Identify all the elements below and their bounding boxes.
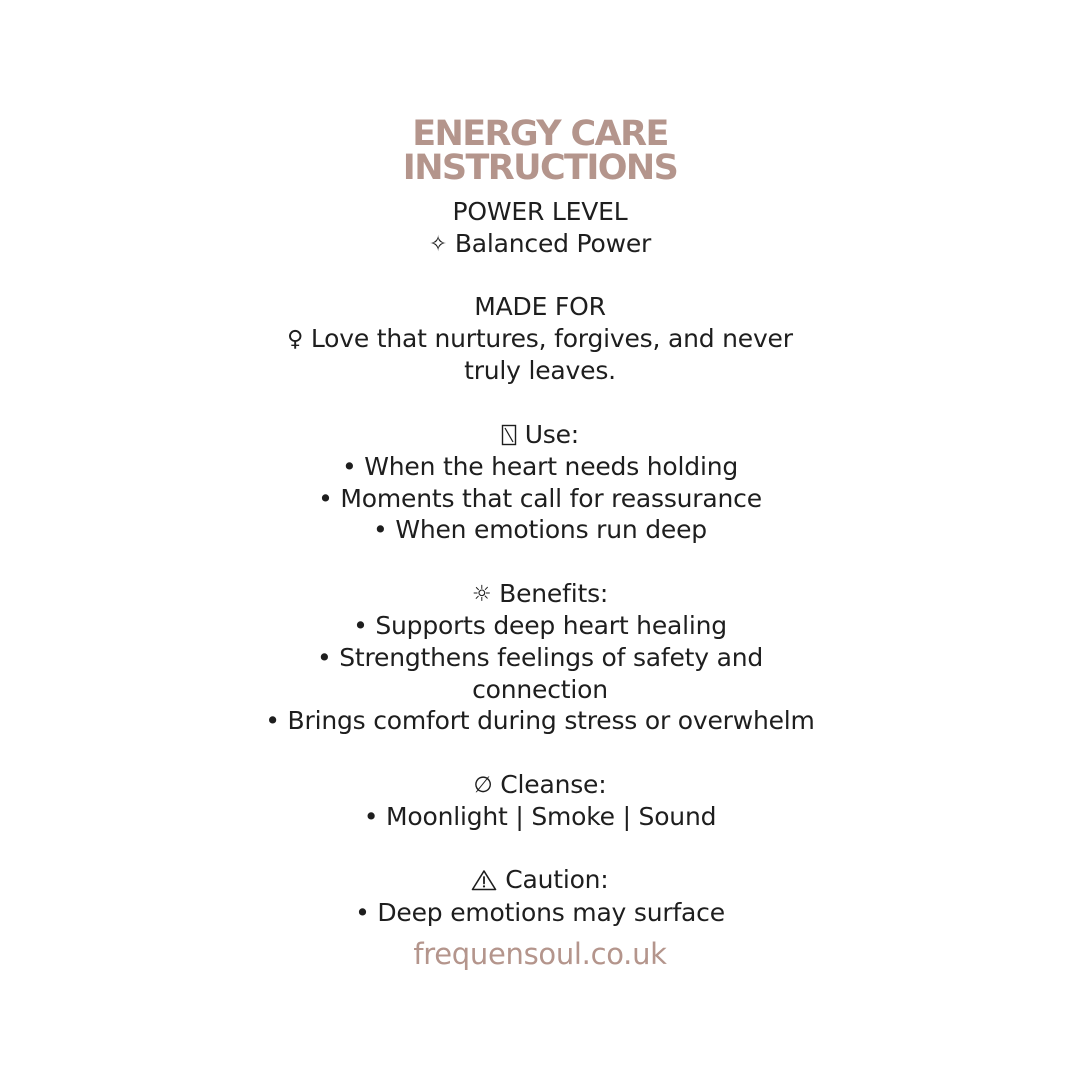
hand-icon [501, 420, 525, 449]
cleanse-item-1: • Moonlight | Smoke | Sound [363, 802, 717, 831]
benefits-item-2: • Strengthens feelings of safety and [316, 643, 764, 672]
title-line-2: INSTRUCTIONS [402, 148, 678, 188]
benefits-heading: Benefits: [499, 579, 609, 608]
cleanse-heading-row [0, 769, 1080, 802]
title [0, 114, 1080, 188]
use-heading-row [0, 419, 1080, 451]
made-for-line-2: truly leaves. [464, 356, 616, 385]
power-level-heading: POWER LEVEL [452, 197, 628, 226]
made-for-line-1-row [0, 323, 1080, 356]
caution-heading-row [0, 864, 1080, 896]
warning-icon [471, 865, 505, 894]
use-heading: Use: [524, 420, 580, 449]
caution-item-1: • Deep emotions may surface [355, 898, 725, 927]
made-for-line-1: Love that nurtures, forgives, and never [310, 324, 793, 353]
sun-icon: ☼ [471, 582, 492, 607]
caution-heading: Caution: [505, 865, 609, 894]
power-level-value-row [0, 228, 1080, 261]
benefits-item-3: • Brings comfort during stress or overwhelm [265, 706, 815, 735]
use-item-3: • When emotions run deep [373, 515, 707, 544]
title-line-1: ENERGY CARE [412, 114, 668, 154]
benefits-heading-row [0, 578, 1080, 611]
website-link[interactable]: frequensoul.co.uk [413, 937, 667, 971]
use-item-2: • Moments that call for reassurance [318, 484, 762, 513]
use-item-1: • When the heart needs holding [341, 452, 739, 481]
power-level-value: Balanced Power [454, 229, 652, 258]
made-for-heading: MADE FOR [474, 292, 606, 321]
cleanse-heading: Cleanse: [500, 770, 607, 799]
benefits-item-2-continued: connection [472, 675, 608, 704]
empty-set-icon: ∅ [473, 773, 493, 798]
venus-icon: ♀ [287, 327, 304, 352]
sparkle-icon: ✧ [428, 232, 448, 257]
benefits-item-1: • Supports deep heart healing [353, 611, 727, 640]
